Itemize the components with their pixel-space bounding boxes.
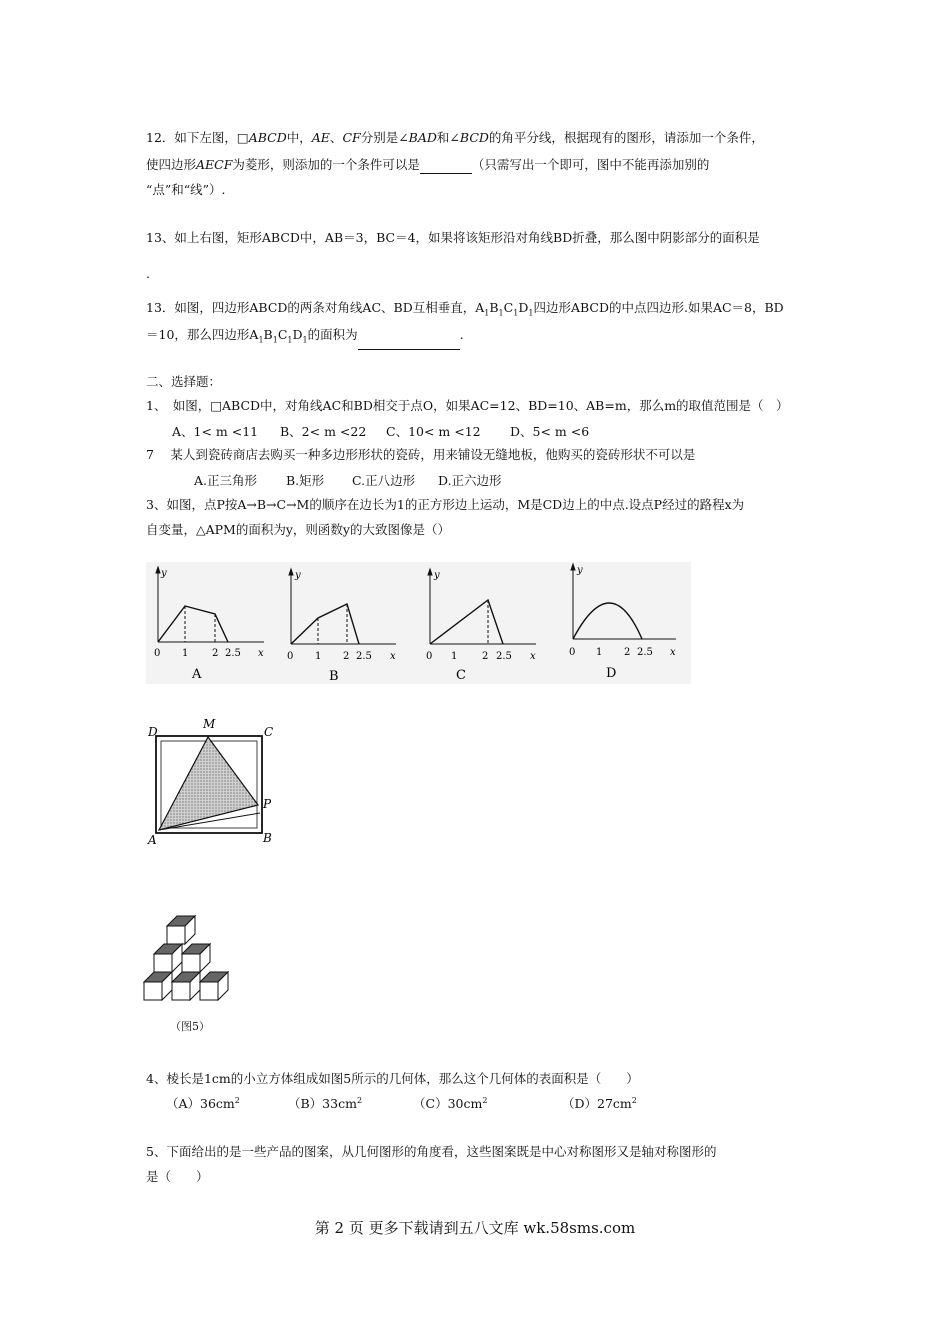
q12-line3: “点”和“线”）.: [146, 182, 226, 197]
x-axis-label: x: [530, 651, 536, 662]
q13a-line2: .: [146, 266, 150, 281]
y-axis-label: y: [434, 570, 440, 581]
c4-option-c[interactable]: $(C)30cm^2$: [413, 1095, 488, 1111]
tick-2-5: 2.5: [225, 648, 241, 659]
q13b-line2: ＝10，那么四边形$A_1B_1C_1D_1$的面积为 .: [146, 326, 464, 350]
c7-option-b[interactable]: B.矩形: [286, 473, 325, 488]
label-d: D: [148, 725, 158, 739]
tick-1: 1: [451, 651, 458, 662]
figure5-caption: （图5）: [170, 1020, 210, 1033]
label-b: B: [263, 831, 272, 845]
square-figure: [146, 714, 286, 848]
q12-line1: 12．如下左图，□ABCD中，AE、CF分别是∠BAD和∠BCD的角平分线，根据现有的图形，请添加一个条件，: [146, 130, 764, 145]
c7-option-c[interactable]: C.正八边形: [352, 473, 416, 488]
c1-stem: 1、 如图，□ABCD中，对角线AC和BD相交于点O，如果AC=12、BD=10、AB=m，那么m的取值范围是（ ）: [146, 398, 789, 413]
c4-option-b[interactable]: $(B)33cm^2$: [288, 1095, 363, 1111]
c7-stem: 7 某人到瓷砖商店去购买一种多边形形状的瓷砖，用来铺设无缝地板，他购买的瓷砖形状不可以是: [146, 447, 696, 462]
c1-option-d[interactable]: D、5< m <6: [510, 424, 590, 439]
x-axis-label: x: [258, 648, 264, 659]
c5-line1: 5、下面给出的是一些产品的图案，从几何图形的角度看，这些图案既是中心对称图形又是轴对称图形的: [146, 1144, 717, 1159]
c3-line2: 自变量，△APM的面积为y，则函数y的大致图像是（）: [146, 522, 450, 537]
tick-1: 1: [596, 647, 603, 658]
label-m: M: [203, 717, 216, 731]
q13b-line1: 13．如图，四边形ABCD的两条对角线AC、BD互相垂直，$A_1B_1C_1D_1$四边形ABCD的中点四边形.如果AC＝8，BD: [146, 300, 784, 318]
cube-stack-figure: [140, 912, 240, 1014]
section-heading: 二、选择题：: [146, 374, 222, 389]
q13a-line1: 13、如上右图，矩形ABCD中，AB＝3，BC＝4，如果将该矩形沿对角线BD折叠，那么图中阴影部分的面积是: [146, 230, 760, 245]
c1-option-c[interactable]: C、10< m <12: [386, 424, 481, 439]
label-p: P: [263, 797, 272, 811]
graph-a-label: A: [192, 667, 202, 682]
c7-option-a[interactable]: A.正三角形: [194, 473, 258, 488]
tick-2: 2: [482, 651, 489, 662]
answer-blank[interactable]: [420, 155, 472, 174]
label-c: C: [264, 725, 274, 739]
answer-blank[interactable]: [358, 331, 460, 350]
graph-b-label: B: [329, 669, 339, 684]
graph-c-label: C: [456, 668, 466, 683]
c1-option-a[interactable]: A、1< m <11: [172, 424, 259, 439]
tick-2-5: 2.5: [496, 651, 512, 662]
tick-0: 0: [426, 651, 433, 662]
y-axis-label: y: [161, 568, 167, 579]
function-graphs: [146, 562, 691, 684]
x-axis-label: x: [390, 651, 396, 662]
x-axis-label: x: [670, 647, 676, 658]
label-a: A: [148, 833, 157, 847]
c4-option-d[interactable]: $(D)27cm^2$: [562, 1095, 637, 1111]
c4-stem: 4、棱长是1cm的小立方体组成如图5所示的几何体，那么这个几何体的表面积是（ ）: [146, 1071, 639, 1086]
tick-0: 0: [154, 648, 161, 659]
y-axis-label: y: [295, 570, 301, 581]
tick-2-5: 2.5: [637, 647, 653, 658]
q12-line2: 使四边形AECF为菱形，则添加的一个条件可以是 （只需写出一个即可，图中不能再添加别的: [146, 157, 710, 172]
c4-option-a[interactable]: $(A)36cm^2$: [166, 1095, 240, 1111]
tick-2: 2: [212, 648, 219, 659]
c3-line1: 3、如图，点P按A→B→C→M的顺序在边长为1的正方形边上运动，M是CD边上的中点.设点P经过的路程x为: [146, 497, 745, 512]
graph-d-label: D: [606, 666, 617, 681]
c7-option-d[interactable]: D.正六边形: [438, 473, 502, 488]
tick-2-5: 2.5: [356, 651, 372, 662]
tick-2: 2: [624, 647, 631, 658]
tick-2: 2: [343, 651, 350, 662]
c5-line2: 是（ ）: [146, 1169, 209, 1184]
page-footer: 第 2 页 更多下载请到五八文库 wk.58sms.com: [314, 1219, 636, 1237]
tick-0: 0: [569, 647, 576, 658]
tick-1: 1: [315, 651, 322, 662]
tick-0: 0: [287, 651, 294, 662]
c1-option-b[interactable]: B、2< m <22: [280, 424, 367, 439]
tick-1: 1: [182, 648, 189, 659]
y-axis-label: y: [577, 565, 583, 576]
